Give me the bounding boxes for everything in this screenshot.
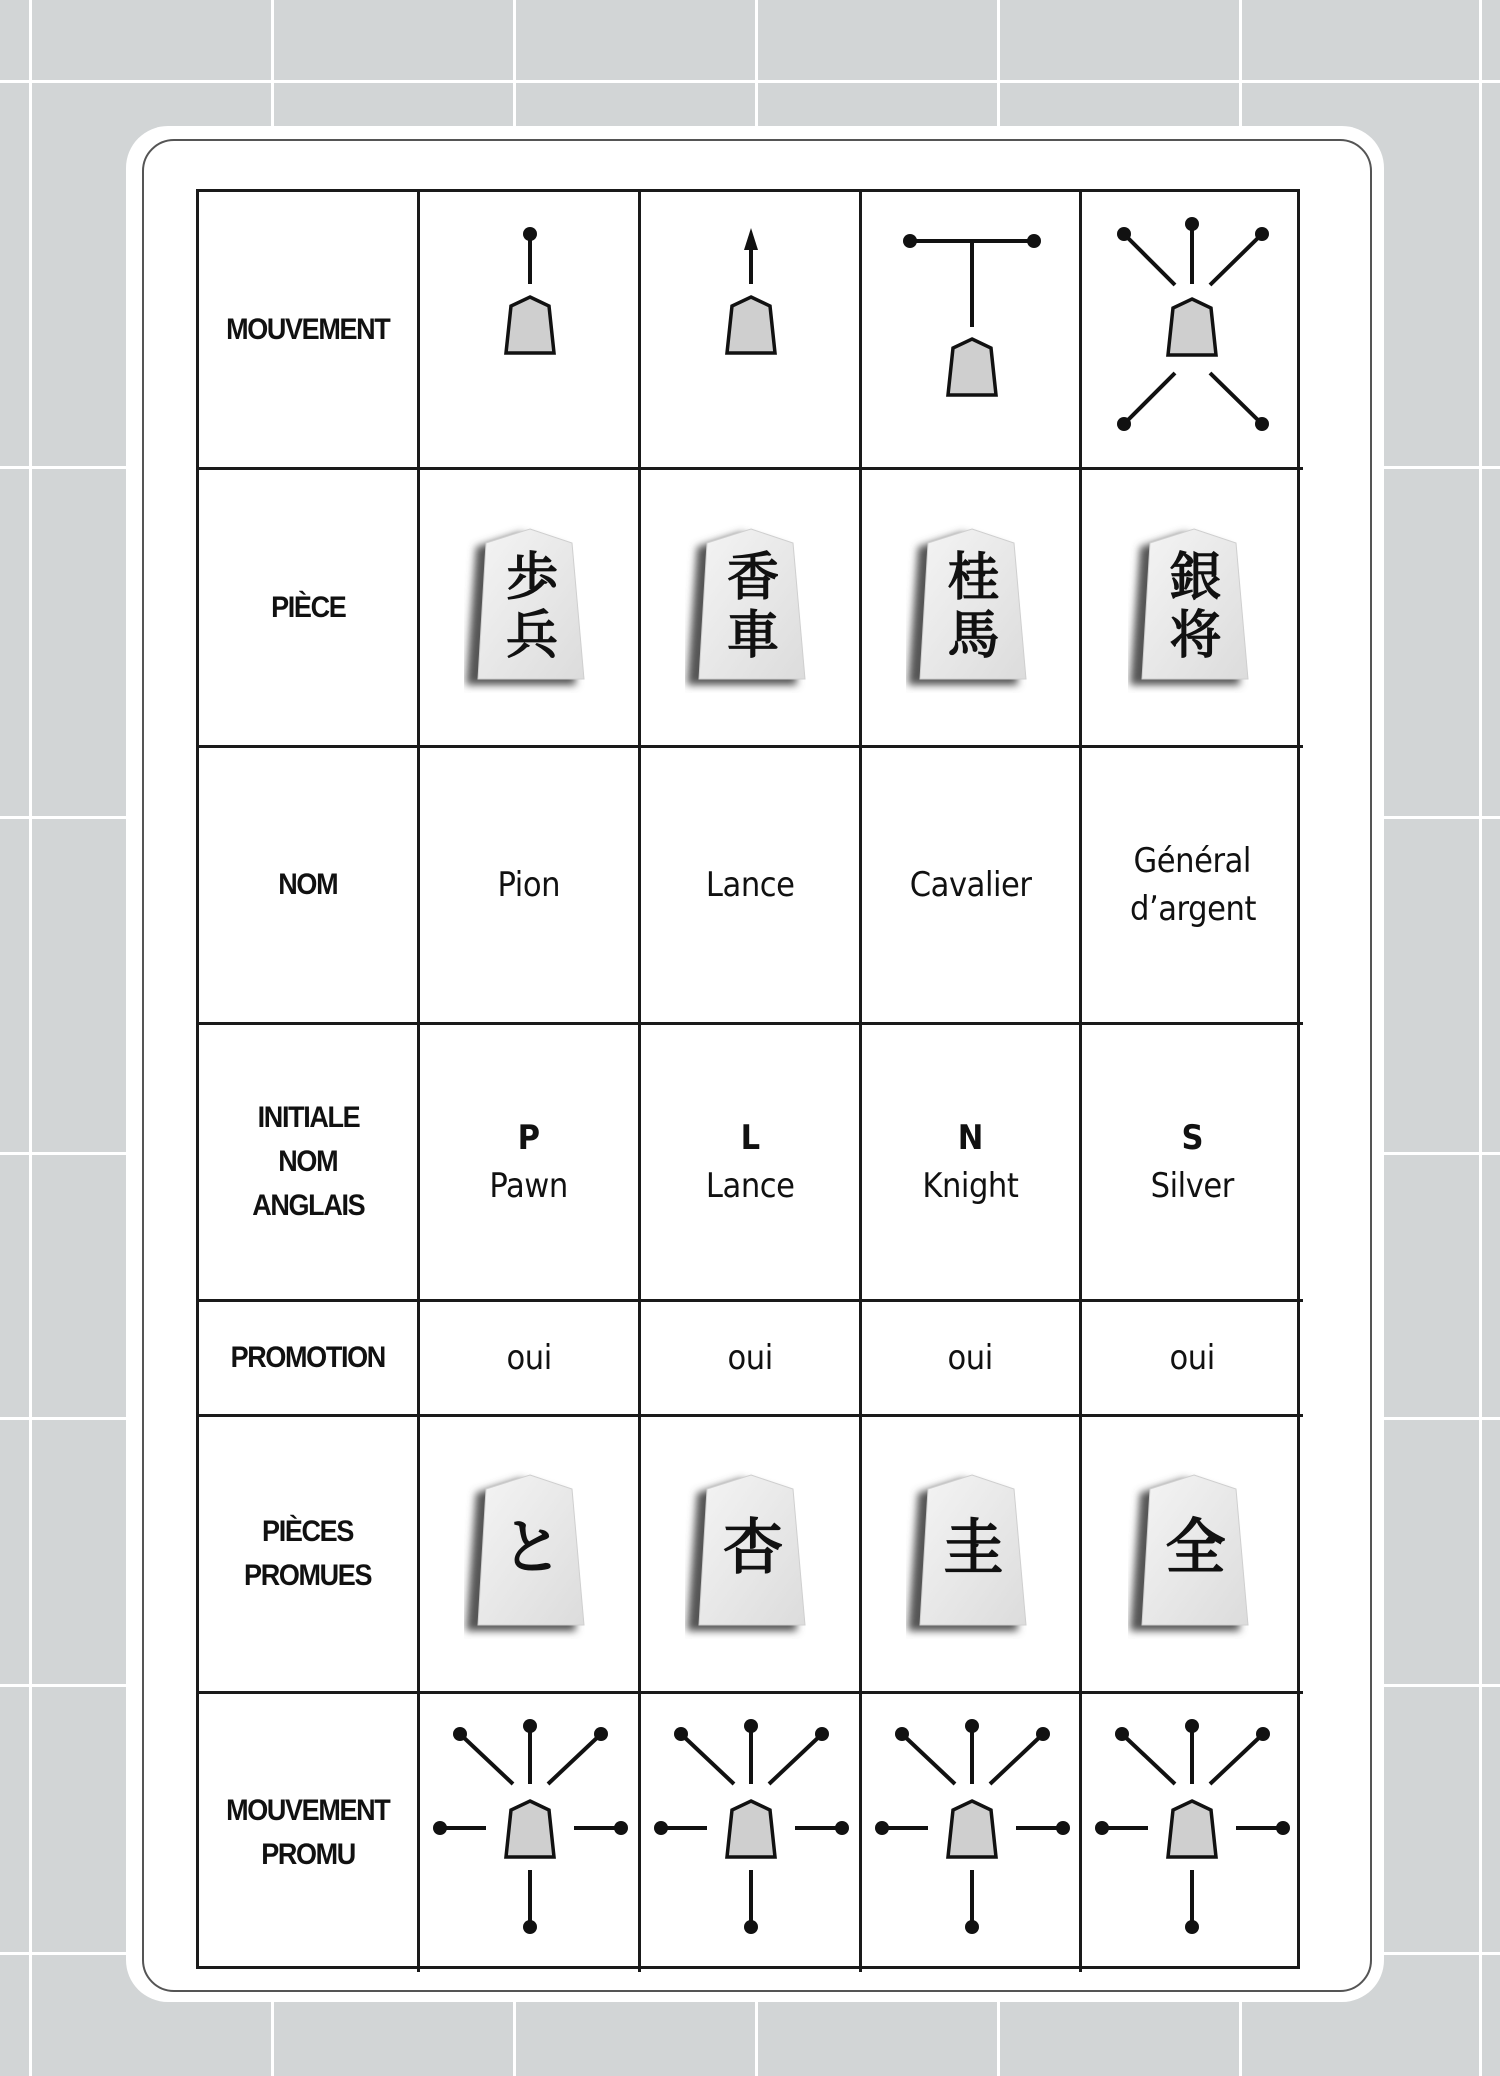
promotion-value: oui [1169, 1338, 1216, 1378]
label-text: MOUVEMENT [226, 312, 390, 346]
english-name: Pawn [489, 1166, 569, 1206]
grid-line [29, 0, 32, 2076]
promoted-lance-image [685, 1469, 815, 1639]
label-text: PIÈCES [262, 1515, 354, 1548]
move-dot [1185, 1920, 1199, 1934]
promotion-value: oui [506, 1338, 552, 1378]
move-dot [815, 1727, 829, 1741]
kanji: 桂 [947, 546, 1000, 608]
movement-cell [862, 192, 1082, 470]
label-text: PIÈCE [270, 590, 346, 624]
promoted-piece-cell [641, 1417, 862, 1694]
row-label-promotion [199, 1302, 420, 1417]
kanji: 香 [726, 546, 779, 608]
movement-cell [641, 192, 862, 470]
move-dot [1027, 234, 1041, 248]
row-label-name [199, 748, 420, 1025]
kanji: 馬 [947, 604, 1000, 666]
piece-cell [420, 470, 641, 748]
move-dot [1255, 227, 1269, 241]
silver-move-icon [1082, 192, 1303, 470]
move-line [1210, 234, 1262, 285]
kanji: 車 [726, 604, 779, 666]
move-line [460, 1734, 513, 1784]
gold-move-icon [1082, 1694, 1303, 1972]
move-dot [614, 1821, 628, 1835]
move-dot [1095, 1821, 1109, 1835]
promoted-movement-cell [1082, 1694, 1303, 1972]
initial-letter: L [740, 1118, 760, 1158]
silver-piece-image [1128, 523, 1258, 693]
move-dot [1256, 1727, 1270, 1741]
label-text: INITIALE [257, 1101, 359, 1134]
piece-icon [948, 339, 996, 395]
english-name: Lance [705, 1166, 795, 1206]
move-line [548, 1734, 601, 1784]
row-label-movement [199, 192, 420, 470]
move-dot [523, 1719, 537, 1733]
piece-name: d’argent [1129, 889, 1256, 929]
piece-icon [506, 297, 554, 353]
promoted-movement-cell [641, 1694, 862, 1972]
move-dot [674, 1727, 688, 1741]
move-dot [1117, 417, 1131, 431]
move-dot [903, 234, 917, 248]
move-line [681, 1734, 734, 1784]
move-dot [895, 1727, 909, 1741]
promotion-cell [420, 1302, 641, 1417]
initial-cell [641, 1025, 862, 1302]
promoted-piece-cell [1082, 1417, 1303, 1694]
movement-cell [1082, 192, 1303, 470]
name-cell [1082, 748, 1303, 1025]
pawn-move-icon [420, 192, 641, 470]
initial-letter: N [957, 1118, 984, 1158]
move-dot [1276, 1821, 1290, 1835]
name-cell [641, 748, 862, 1025]
row-label-promoted [199, 1417, 420, 1694]
name-cell [420, 748, 641, 1025]
move-line [1124, 234, 1175, 285]
move-dot [1185, 1719, 1199, 1733]
move-dot [875, 1821, 889, 1835]
promotion-value: oui [947, 1338, 994, 1378]
piece-icon [506, 1801, 554, 1857]
move-dot [433, 1821, 447, 1835]
move-dot [654, 1821, 668, 1835]
initial-letter: P [518, 1118, 540, 1158]
promotion-cell [862, 1302, 1082, 1417]
move-line [1210, 373, 1262, 424]
kanji: 全 [1165, 1513, 1226, 1583]
label-text: ANGLAIS [251, 1189, 365, 1222]
piece-name: Général [1133, 841, 1252, 881]
piece-icon [948, 1801, 996, 1857]
move-dot [523, 227, 537, 241]
gold-move-icon [420, 1694, 641, 1972]
move-dot [453, 1727, 467, 1741]
piece-cell [862, 470, 1082, 748]
piece-cell [1082, 470, 1303, 748]
knight-piece-image [906, 523, 1036, 693]
promoted-pawn-image [464, 1469, 594, 1639]
label-text: PROMU [261, 1838, 355, 1871]
move-dot [744, 1719, 758, 1733]
label-text: PROMUES [244, 1559, 372, 1592]
promoted-piece-cell [420, 1417, 641, 1694]
pawn-piece-image [464, 523, 594, 693]
row-label-piece [199, 470, 420, 748]
initial-cell [420, 1025, 641, 1302]
piece-cell [641, 470, 862, 748]
piece-name: Pion [497, 865, 561, 905]
promoted-movement-cell [862, 1694, 1082, 1972]
row-label-initial [199, 1025, 420, 1302]
move-line [1210, 1734, 1263, 1784]
promotion-cell [641, 1302, 862, 1417]
piece-name: Lance [705, 865, 795, 905]
label-text: PROMOTION [230, 1341, 386, 1374]
grid-line [1479, 0, 1482, 2076]
promoted-silver-image [1128, 1469, 1258, 1639]
move-line [990, 1734, 1043, 1784]
arrow-head-icon [744, 228, 758, 250]
label-text: NOM [278, 1145, 338, 1178]
kanji: 歩 [505, 546, 558, 608]
kanji: 杏 [723, 1513, 783, 1583]
label-text: MOUVEMENT [226, 1794, 390, 1827]
piece-icon [1168, 1801, 1216, 1857]
knight-move-icon [862, 192, 1082, 470]
move-dot [1117, 227, 1131, 241]
initial-letter: S [1181, 1118, 1204, 1158]
move-dot [965, 1719, 979, 1733]
move-line [1122, 1734, 1175, 1784]
move-line [902, 1734, 955, 1784]
move-dot [835, 1821, 849, 1835]
promoted-movement-cell [420, 1694, 641, 1972]
kanji: 圭 [943, 1513, 1004, 1583]
move-dot [1056, 1821, 1070, 1835]
lance-move-icon [641, 192, 862, 470]
kanji: 銀 [1169, 546, 1222, 608]
move-dot [1115, 1727, 1129, 1741]
kanji: 兵 [505, 604, 558, 666]
english-name: Knight [922, 1166, 1019, 1206]
initial-cell [862, 1025, 1082, 1302]
piece-table [196, 189, 1300, 1969]
piece-name: Cavalier [909, 865, 1032, 905]
english-name: Silver [1150, 1166, 1235, 1206]
promoted-knight-image [906, 1469, 1036, 1639]
gold-move-icon [862, 1694, 1082, 1972]
gold-move-icon [641, 1694, 862, 1972]
promotion-value: oui [727, 1338, 773, 1378]
promotion-cell [1082, 1302, 1303, 1417]
move-line [769, 1734, 822, 1784]
move-dot [594, 1727, 608, 1741]
row-label-promoted-movement [199, 1694, 420, 1972]
kanji: 将 [1169, 604, 1222, 666]
movement-cell [420, 192, 641, 470]
move-dot [744, 1920, 758, 1934]
move-dot [965, 1920, 979, 1934]
move-line [1124, 373, 1175, 424]
grid-line [0, 80, 1500, 83]
name-cell [862, 748, 1082, 1025]
kanji: と [502, 1513, 562, 1583]
piece-icon [727, 297, 775, 353]
promoted-piece-cell [862, 1417, 1082, 1694]
initial-cell [1082, 1025, 1303, 1302]
move-dot [1255, 417, 1269, 431]
piece-icon [1168, 299, 1216, 355]
lance-piece-image [685, 523, 815, 693]
move-dot [1185, 217, 1199, 231]
move-dot [523, 1920, 537, 1934]
label-text: NOM [278, 868, 338, 901]
piece-icon [727, 1801, 775, 1857]
move-dot [1036, 1727, 1050, 1741]
